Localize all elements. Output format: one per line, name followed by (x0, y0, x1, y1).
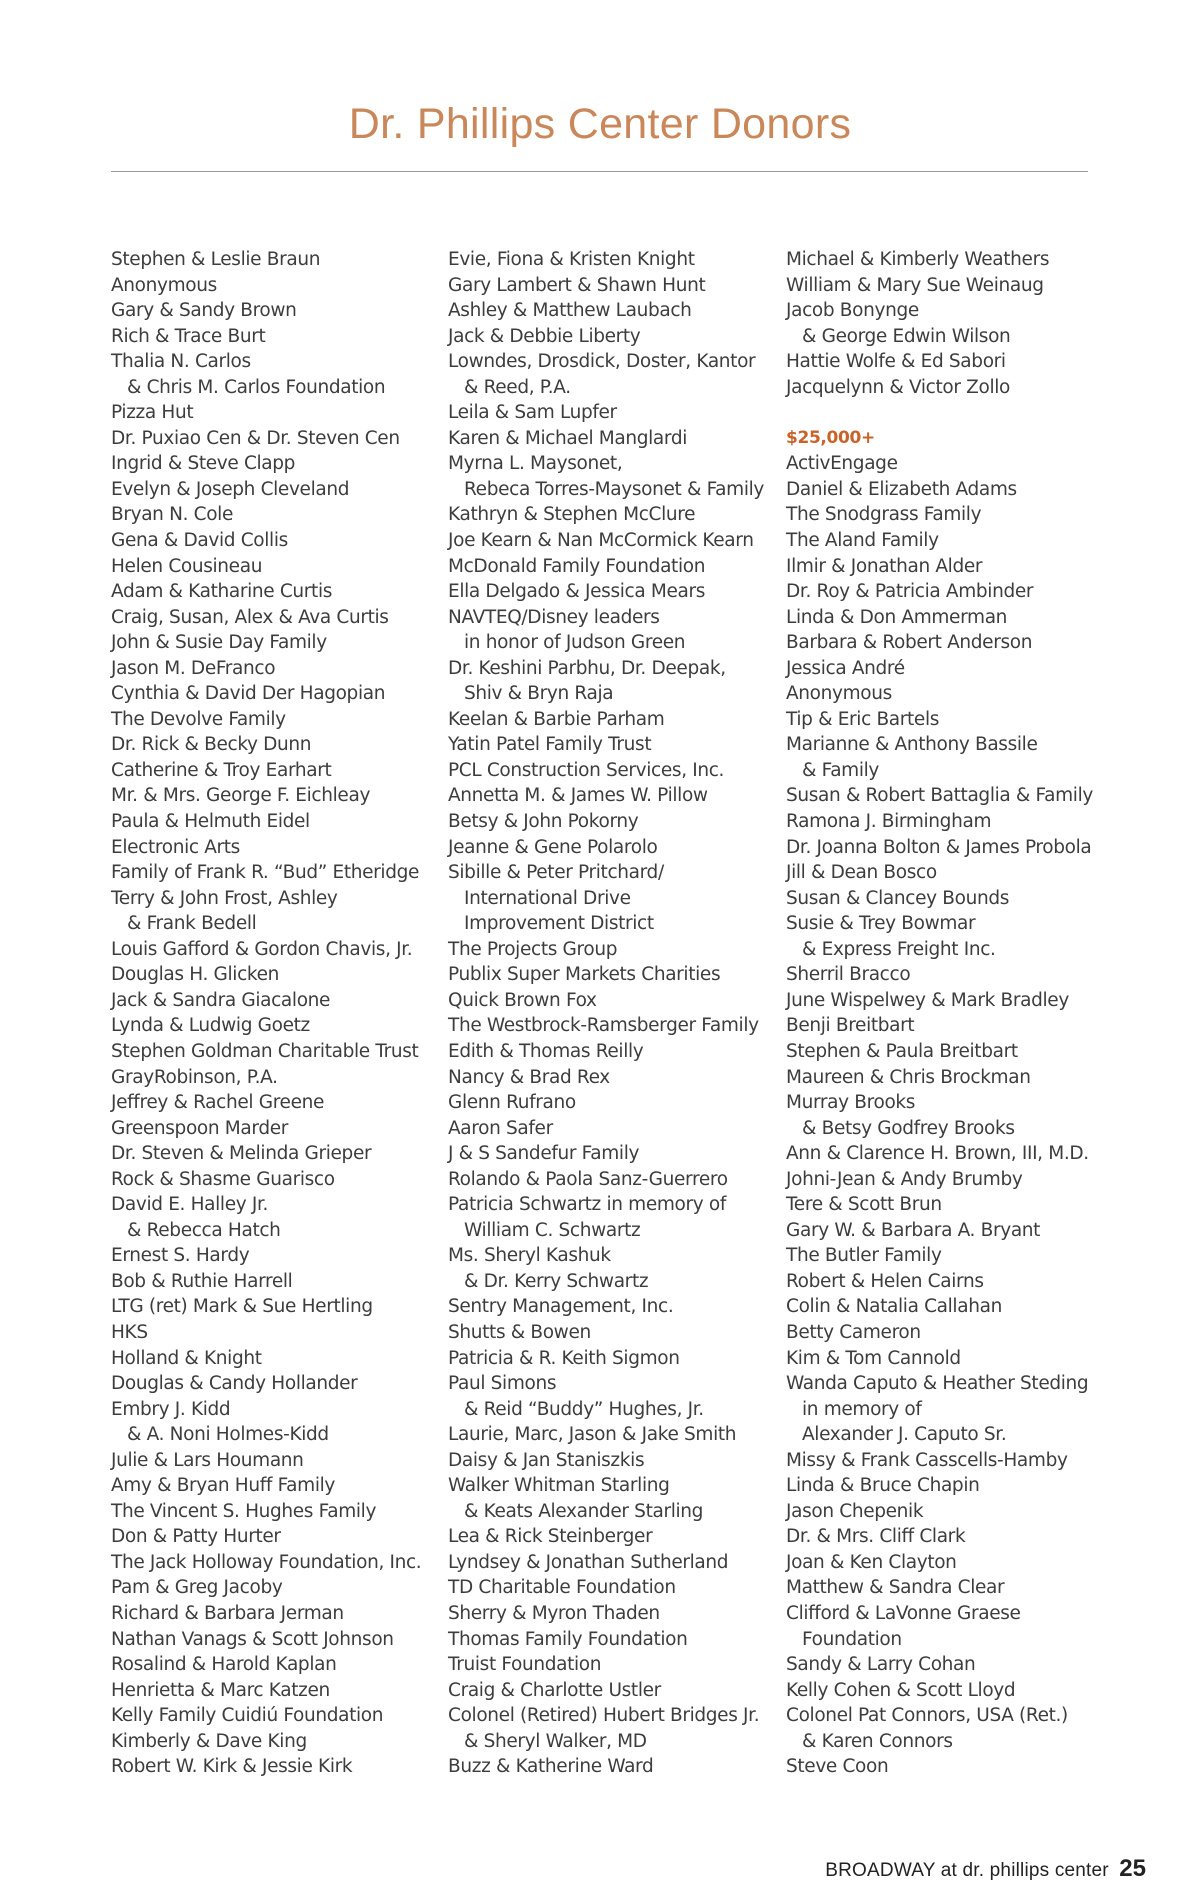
donor-name: Jack & Sandra Giacalone (111, 989, 331, 1011)
donor-name-continuation: Improvement District (464, 913, 654, 935)
donor-name: Sandy & Larry Cohan (786, 1654, 976, 1676)
donor-name: Walker Whitman Starling (448, 1475, 670, 1497)
donor-name: Kelly Cohen & Scott Lloyd (786, 1679, 1016, 1701)
donor-name: John & Susie Day Family (111, 632, 327, 654)
page-footer (825, 1855, 1146, 1883)
donor-name: Steve Coon (786, 1756, 889, 1778)
donor-name: Truist Foundation (448, 1654, 602, 1676)
donor-name: Matthew & Sandra Clear (786, 1577, 1005, 1599)
donor-name: Keelan & Barbie Parham (448, 708, 665, 730)
donor-name: McDonald Family Foundation (448, 555, 706, 577)
donor-name: The Butler Family (786, 1245, 942, 1267)
donor-name: Kelly Family Cuidiú Foundation (111, 1705, 384, 1727)
donor-name: Pam & Greg Jacoby (111, 1577, 283, 1599)
donor-name-continuation: & Family (802, 759, 880, 781)
donor-name: PCL Construction Services, Inc. (448, 759, 725, 781)
donor-name: Susan & Robert Battaglia & Family (786, 785, 1093, 807)
donor-name-continuation: International Drive (464, 887, 631, 909)
donor-name: Myrna L. Maysonet, (448, 453, 623, 475)
donor-name: Sherry & Myron Thaden (448, 1602, 660, 1624)
donor-name-continuation: & A. Noni Holmes-Kidd (127, 1424, 329, 1446)
donor-name-continuation: & Rebecca Hatch (127, 1219, 281, 1241)
donor-name: Benji Breitbart (786, 1015, 915, 1037)
donor-name: Helen Cousineau (111, 555, 263, 577)
donor-name: Edith & Thomas Reilly (448, 1040, 644, 1062)
donor-name: Buzz & Katherine Ward (448, 1756, 654, 1778)
donor-name: Dr. & Mrs. Cliff Clark (786, 1526, 966, 1548)
donor-name: Rolando & Paola Sanz-Guerrero (448, 1168, 728, 1190)
donor-name: Maureen & Chris Brockman (786, 1066, 1031, 1088)
donor-name: Jill & Dean Bosco (786, 862, 937, 884)
donor-name: Paula & Helmuth Eidel (111, 811, 310, 833)
donor-name: Robert W. Kirk & Jessie Kirk (111, 1756, 353, 1778)
donor-name: Thalia N. Carlos (111, 351, 251, 373)
spacer (786, 400, 1116, 426)
donor-name: Tip & Eric Bartels (786, 708, 940, 730)
donor-name: Glenn Rufrano (448, 1092, 576, 1114)
donor-name: Richard & Barbara Jerman (111, 1602, 344, 1624)
donor-name-continuation: & Betsy Godfrey Brooks (802, 1117, 1015, 1139)
donor-name: Paul Simons (448, 1373, 557, 1395)
donor-column-1 (111, 247, 441, 1780)
donor-name: Colin & Natalia Callahan (786, 1296, 1002, 1318)
donor-name: Laurie, Marc, Jason & Jake Smith (448, 1424, 737, 1446)
donor-name: Annetta M. & James W. Pillow (448, 785, 708, 807)
donor-name: Betty Cameron (786, 1321, 921, 1343)
donor-name: Electronic Arts (111, 836, 240, 858)
donor-name-continuation: & Chris M. Carlos Foundation (127, 376, 386, 398)
donor-name: Sherril Bracco (786, 964, 911, 986)
donor-name: Missy & Frank Casscells-Hamby (786, 1449, 1068, 1471)
donor-name: Stephen & Paula Breitbart (786, 1040, 1018, 1062)
donor-name: Johni-Jean & Andy Brumby (786, 1168, 1023, 1190)
donor-name: ActivEngage (786, 453, 898, 475)
donor-column-3 (786, 247, 1116, 1780)
donor-name: Don & Patty Hurter (111, 1526, 281, 1548)
donor-name: Kimberly & Dave King (111, 1730, 307, 1752)
donor-name: The Devolve Family (111, 708, 286, 730)
donor-name: Joe Kearn & Nan McCormick Kearn (448, 530, 754, 552)
donor-name: Evelyn & Joseph Cleveland (111, 478, 350, 500)
donor-name-continuation: & Express Freight Inc. (802, 938, 996, 960)
donor-name: The Vincent S. Hughes Family (111, 1500, 377, 1522)
donor-name: Julie & Lars Houmann (111, 1449, 304, 1471)
donor-name: Evie, Fiona & Kristen Knight (448, 249, 695, 270)
donor-name: Patricia & R. Keith Sigmon (448, 1347, 680, 1369)
donor-name: Rosalind & Harold Kaplan (111, 1654, 337, 1676)
donor-name: The Aland Family (786, 530, 939, 552)
donor-name: Wanda Caputo & Heather Steding (786, 1373, 1089, 1395)
donor-name: Rich & Trace Burt (111, 325, 266, 347)
donor-name: Colonel Pat Connors, USA (Ret.) (786, 1705, 1068, 1727)
donor-name: Dr. Keshini Parbhu, Dr. Deepak, (448, 657, 726, 679)
donor-name: Kathryn & Stephen McClure (448, 504, 696, 526)
donor-name: Jeffrey & Rachel Greene (111, 1092, 325, 1114)
donor-name: Jason M. DeFranco (111, 657, 276, 679)
donor-name-continuation: & George Edwin Wilson (802, 325, 1011, 347)
donor-name: The Snodgrass Family (786, 504, 982, 526)
donor-name: Stephen Goldman Charitable Trust (111, 1040, 419, 1062)
donor-name: Patricia Schwartz in memory of (448, 1194, 727, 1216)
donor-name-continuation: & Reid “Buddy” Hughes, Jr. (464, 1398, 704, 1420)
donor-name: Linda & Bruce Chapin (786, 1475, 980, 1497)
donor-name: Ernest S. Hardy (111, 1245, 250, 1267)
donor-name: Ingrid & Steve Clapp (111, 453, 296, 475)
donor-name: Catherine & Troy Earhart (111, 759, 332, 781)
donor-name: Lowndes, Drosdick, Doster, Kantor (448, 351, 756, 373)
donor-name: Tere & Scott Brun (786, 1194, 942, 1216)
donor-name: Daisy & Jan Staniszkis (448, 1449, 645, 1471)
donor-name-continuation: in memory of (802, 1398, 922, 1420)
donor-name: Bob & Ruthie Harrell (111, 1270, 293, 1292)
donor-name: Bryan N. Cole (111, 504, 233, 526)
donor-name: Gary & Sandy Brown (111, 300, 297, 322)
donor-name: Clifford & LaVonne Graese (786, 1602, 1021, 1624)
donor-name: Marianne & Anthony Bassile (786, 734, 1038, 756)
donor-name: Craig, Susan, Alex & Ava Curtis (111, 606, 389, 628)
donor-name-continuation: & Frank Bedell (127, 913, 257, 935)
donor-name: J & S Sandefur Family (448, 1143, 640, 1165)
donor-name: Barbara & Robert Anderson (786, 632, 1033, 654)
donor-name: Kim & Tom Cannold (786, 1347, 961, 1369)
donor-column-2 (448, 247, 778, 1780)
donor-name: NAVTEQ/Disney leaders (448, 606, 660, 628)
donor-name: Nancy & Brad Rex (448, 1066, 610, 1088)
page-number: 25 (1119, 1855, 1146, 1882)
donor-name: Family of Frank R. “Bud” Etheridge (111, 862, 420, 884)
donor-name: Betsy & John Pokorny (448, 811, 639, 833)
donor-name-continuation: & Karen Connors (802, 1730, 953, 1752)
donor-name: Anonymous (786, 683, 892, 705)
donor-name: Jack & Debbie Liberty (448, 325, 641, 347)
donor-name: Daniel & Elizabeth Adams (786, 478, 1017, 500)
donor-name: Douglas & Candy Hollander (111, 1373, 358, 1395)
donor-name: Mr. & Mrs. George F. Eichleay (111, 785, 371, 807)
donor-name-continuation: & Keats Alexander Starling (464, 1500, 704, 1522)
donor-name: Cynthia & David Der Hagopian (111, 683, 386, 705)
donor-name: Nathan Vanags & Scott Johnson (111, 1628, 394, 1650)
donor-name: Adam & Katharine Curtis (111, 581, 333, 603)
donor-name: LTG (ret) Mark & Sue Hertling (111, 1296, 373, 1318)
donor-name-continuation: Shiv & Bryn Raja (464, 683, 614, 705)
donor-name: Dr. Rick & Becky Dunn (111, 734, 312, 756)
donor-name: Hattie Wolfe & Ed Sabori (786, 351, 1006, 373)
donor-name: Ann & Clarence H. Brown, III, M.D. (786, 1143, 1089, 1165)
donor-name: Stephen & Leslie Braun (111, 249, 321, 270)
footer-publication: BROADWAY at dr. phillips center (825, 1860, 1109, 1881)
donor-name: Quick Brown Fox (448, 989, 597, 1011)
donor-name: Dr. Roy & Patricia Ambinder (786, 581, 1034, 603)
donor-name: Louis Gafford & Gordon Chavis, Jr. (111, 938, 413, 960)
donor-name: Susie & Trey Bowmar (786, 913, 976, 935)
donor-name: Jacob Bonynge (786, 300, 919, 322)
donor-name: Michael & Kimberly Weathers (786, 249, 1050, 270)
donor-name: HKS (111, 1321, 148, 1343)
page-title: Dr. Phillips Center Donors (348, 100, 852, 148)
donor-name: Pizza Hut (111, 402, 194, 424)
donor-name: Yatin Patel Family Trust (448, 734, 652, 756)
donor-name-continuation: & Dr. Kerry Schwartz (464, 1270, 649, 1292)
donor-name: David E. Halley Jr. (111, 1194, 269, 1216)
donor-name-continuation: Rebeca Torres-Maysonet & Family (464, 478, 765, 500)
donor-name: Holland & Knight (111, 1347, 262, 1369)
donor-name: Dr. Steven & Melinda Grieper (111, 1143, 372, 1165)
donor-name: Jeanne & Gene Polarolo (448, 836, 658, 858)
donor-name-continuation: in honor of Judson Green (464, 632, 686, 654)
donor-name: Shutts & Bowen (448, 1321, 591, 1343)
donor-name: June Wispelwey & Mark Bradley (786, 989, 1069, 1011)
donor-name: William & Mary Sue Weinaug (786, 274, 1044, 296)
donor-name: Ramona J. Birmingham (786, 811, 992, 833)
title-divider (111, 171, 1088, 172)
donor-name: Lynda & Ludwig Goetz (111, 1015, 310, 1037)
donor-name: Linda & Don Ammerman (786, 606, 1008, 628)
donor-name-continuation: William C. Schwartz (464, 1219, 641, 1241)
donor-name: Ms. Sheryl Kashuk (448, 1245, 611, 1267)
donor-name: Ella Delgado & Jessica Mears (448, 581, 706, 603)
donor-name: Lea & Rick Steinberger (448, 1526, 653, 1548)
donor-name: Dr. Joanna Bolton & James Probola (786, 836, 1092, 858)
donor-name: Henrietta & Marc Katzen (111, 1679, 330, 1701)
donor-name-continuation: & Reed, P.A. (464, 376, 571, 398)
donor-name-continuation: Alexander J. Caputo Sr. (802, 1424, 1007, 1446)
donor-name: Ilmir & Jonathan Alder (786, 555, 983, 577)
donor-name: Murray Brooks (786, 1092, 916, 1114)
donor-name: The Jack Holloway Foundation, Inc. (111, 1551, 422, 1573)
donor-name: Susan & Clancey Bounds (786, 887, 1009, 909)
donor-name: Sibille & Peter Pritchard/ (448, 862, 664, 884)
donor-name: Embry J. Kidd (111, 1398, 231, 1420)
donor-name: Thomas Family Foundation (448, 1628, 688, 1650)
donor-name: Jacquelynn & Victor Zollo (786, 376, 1010, 398)
donor-name: Aaron Safer (448, 1117, 553, 1139)
donor-name: Gena & David Collis (111, 530, 288, 552)
donor-name: The Westbrock-Ramsberger Family (448, 1015, 759, 1037)
donor-name: Colonel (Retired) Hubert Bridges Jr. (448, 1705, 760, 1727)
donor-name: Karen & Michael Manglardi (448, 427, 688, 449)
donor-name: Lyndsey & Jonathan Sutherland (448, 1551, 729, 1573)
donor-name: Sentry Management, Inc. (448, 1296, 674, 1318)
donor-name: Ashley & Matthew Laubach (448, 300, 692, 322)
donor-name: Jessica André (786, 657, 905, 679)
donor-level-heading: $25,000+ (786, 427, 875, 448)
donor-name: Anonymous (111, 274, 217, 296)
donor-name: TD Charitable Foundation (448, 1577, 676, 1599)
donor-name: Leila & Sam Lupfer (448, 402, 617, 424)
donor-name-continuation: & Sheryl Walker, MD (464, 1730, 647, 1752)
donor-name: Amy & Bryan Huff Family (111, 1475, 336, 1497)
donor-name: Joan & Ken Clayton (786, 1551, 957, 1573)
donor-name: The Projects Group (448, 938, 618, 960)
donor-name: GrayRobinson, P.A. (111, 1066, 278, 1088)
donor-name: Rock & Shasme Guarisco (111, 1168, 335, 1190)
donor-name: Jason Chepenik (786, 1500, 924, 1522)
donor-name-continuation: Foundation (802, 1628, 902, 1650)
donor-name: Gary W. & Barbara A. Bryant (786, 1219, 1041, 1241)
donor-name: Dr. Puxiao Cen & Dr. Steven Cen (111, 427, 400, 449)
donor-name: Terry & John Frost, Ashley (111, 887, 338, 909)
donor-name: Douglas H. Glicken (111, 964, 280, 986)
donor-name: Robert & Helen Cairns (786, 1270, 984, 1292)
donor-name: Publix Super Markets Charities (448, 964, 721, 986)
donor-name: Greenspoon Marder (111, 1117, 289, 1139)
donor-name: Gary Lambert & Shawn Hunt (448, 274, 706, 296)
donor-name: Craig & Charlotte Ustler (448, 1679, 661, 1701)
